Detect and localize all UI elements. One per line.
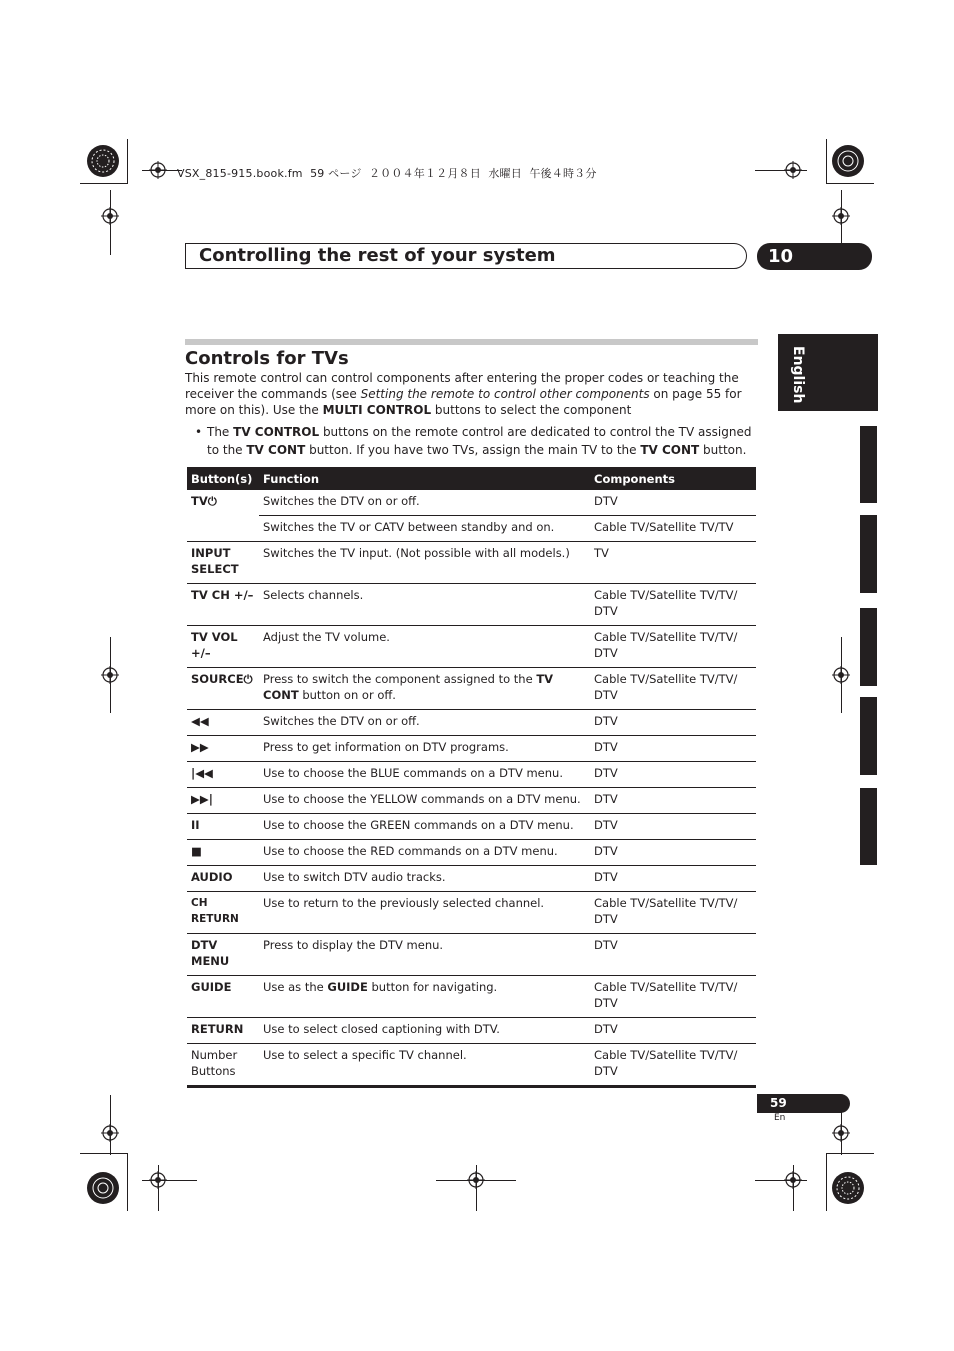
stop-button-symbol: ■ [187,840,259,866]
table-row [187,840,756,866]
registration-disc-icon [831,144,865,178]
crosshair-icon [101,207,119,225]
button-cell: CH RETURN [187,892,259,934]
crosshair-icon [784,161,802,179]
components-cell: Cable TV/Satellite TV/TV/ DTV [590,976,756,1018]
components-cell: DTV [590,490,756,516]
crosshair-icon [149,1171,167,1189]
table-row [187,710,756,736]
components-cell: DTV [590,866,756,892]
button-cell: TV VOL +/– [187,626,259,668]
intro-paragraph [185,370,757,418]
chapter-number: 10 [768,246,794,267]
button-cell: GUIDE [187,976,259,1018]
components-cell: Cable TV/Satellite TV/TV/ DTV [590,892,756,934]
tv-controls-table [187,467,756,1088]
function-cell: Switches the DTV on or off. [259,710,590,736]
button-cell: INPUT SELECT [187,542,259,584]
components-cell: DTV [590,788,756,814]
bullet-text-part: buttons on the remote control are dedicated to control the TV assigned to the [207,425,752,457]
bullet-text [195,423,757,459]
function-cell: Switches the TV or CATV between standby and on. [259,516,590,542]
registration-disc-icon [86,1171,120,1205]
page-language-code: En [774,1113,786,1123]
thumb-index-block [860,426,877,503]
function-cell: Use to switch DTV audio tracks. [259,866,590,892]
registration-disc-icon [86,144,120,178]
button-cell: Number Buttons [187,1044,259,1087]
table-row [187,626,756,668]
crosshair-icon [101,1124,119,1142]
table-row [187,490,756,516]
function-cell: Use to choose the RED commands on a DTV menu. [259,840,590,866]
crosshair-icon [784,1171,802,1189]
function-cell: Use to return to the previously selected channel. [259,892,590,934]
bullet-dot-icon: • [195,425,203,439]
function-cell: Use to choose the GREEN commands on a DTV menu. [259,814,590,840]
components-cell: Cable TV/Satellite TV/TV/ DTV [590,584,756,626]
function-cell: Press to display the DTV menu. [259,934,590,976]
thumb-index-block [860,515,877,593]
bullet-bold-term: TV CONT [246,443,306,457]
function-text: Press to switch the component assigned to the [263,672,537,686]
table-header-row [187,467,756,490]
section-heading: Controls for TVs [185,348,349,369]
skip-back-button-symbol: |◀◀ [187,762,259,788]
function-cell: Switches the TV input. (Not possible with all models.) [259,542,590,584]
function-cell: Adjust the TV volume. [259,626,590,668]
function-cell [259,976,590,1018]
fast-forward-button-symbol: ▶▶ [187,736,259,762]
page-number: 59 [770,1096,787,1110]
column-header-buttons: Button(s) [187,467,259,490]
button-cell: DTV MENU [187,934,259,976]
components-cell: DTV [590,840,756,866]
registration-disc-icon [831,1171,865,1205]
crosshair-icon [101,666,119,684]
intro-text: on page 55 for more on this). Use the [185,387,742,417]
column-header-components: Components [590,467,756,490]
function-cell: Use to choose the BLUE commands on a DTV menu. [259,762,590,788]
intro-text: buttons to select the component [431,403,632,417]
function-bold-term: GUIDE [327,980,368,994]
components-cell: Cable TV/Satellite TV/TV/ DTV [590,1044,756,1087]
components-cell: DTV [590,710,756,736]
thumb-index-block [860,608,877,686]
crosshair-icon [832,1124,850,1142]
crosshair-icon [149,161,167,179]
components-cell: Cable TV/Satellite TV/TV/ DTV [590,668,756,710]
skip-forward-button-symbol: ▶▶| [187,788,259,814]
table-row [187,1044,756,1087]
crosshair-icon [832,207,850,225]
button-cell: SOURCE⏻ [187,668,259,710]
table-row [187,814,756,840]
table-row [187,736,756,762]
components-cell: DTV [590,762,756,788]
button-cell: RETURN [187,1018,259,1044]
print-file-stamp: VSX_815-915.book.fm 59 ページ ２００４年１２月８日 水曜日 午後４時３分 [177,167,597,180]
function-text: button for navigating. [367,980,498,994]
components-cell: Cable TV/Satellite TV/TV/ DTV [590,626,756,668]
crosshair-icon [467,1171,485,1189]
pause-button-symbol: II [187,814,259,840]
table-row [187,866,756,892]
chapter-title: Controlling the rest of your system [199,245,556,266]
button-cell [187,516,259,542]
components-cell: DTV [590,814,756,840]
button-cell: TV⏻ [191,494,217,508]
bullet-text-part: button. If you have two TVs, assign the main TV to the [305,443,641,457]
function-text: Use as the [263,980,328,994]
function-cell: Use to select closed captioning with DTV. [259,1018,590,1044]
table-row [187,976,756,1018]
function-text: button on or off. [298,688,396,702]
function-cell [259,668,590,710]
cross-reference-link[interactable]: Setting the remote to control other components [360,387,650,401]
table-row [187,542,756,584]
crosshair-icon [832,666,850,684]
section-rule [185,339,758,345]
function-cell: Switches the DTV on or off. [259,490,590,516]
intro-bold-term: MULTI CONTROL [322,403,432,417]
button-cell: AUDIO [187,866,259,892]
button-cell: TV CH +/– [187,584,259,626]
function-cell: Use to choose the YELLOW commands on a DTV menu. [259,788,590,814]
bullet-text-part: The [207,425,234,439]
rewind-button-symbol: ◀◀ [187,710,259,736]
function-bold-term: TV CONT [263,672,554,702]
function-cell: Selects channels. [259,584,590,626]
function-cell: Use to select a specific TV channel. [259,1044,590,1087]
intro-text: This remote control can control components after entering the proper codes or teaching the receiver the commands (see [185,371,739,401]
column-header-function: Function [259,467,590,490]
table-row [187,668,756,710]
table-row [187,762,756,788]
bullet-bold-term: TV CONT [640,443,700,457]
components-cell: TV [590,542,756,584]
bullet-item [195,423,757,459]
bullet-bold-term: TV CONTROL [233,425,320,439]
table-row [187,934,756,976]
table-row [187,788,756,814]
table-row [187,1018,756,1044]
components-cell: Cable TV/Satellite TV/TV [590,516,756,542]
thumb-index-block [860,697,877,775]
thumb-index-block [860,788,877,865]
components-cell: DTV [590,934,756,976]
function-cell: Press to get information on DTV programs. [259,736,590,762]
components-cell: DTV [590,1018,756,1044]
bullet-text-part: button. [699,443,747,457]
table-row [187,584,756,626]
language-tab-label-wrap [780,346,816,404]
table-row [187,892,756,934]
components-cell: DTV [590,736,756,762]
table-row [187,516,756,542]
language-tab-label: English [790,346,806,404]
